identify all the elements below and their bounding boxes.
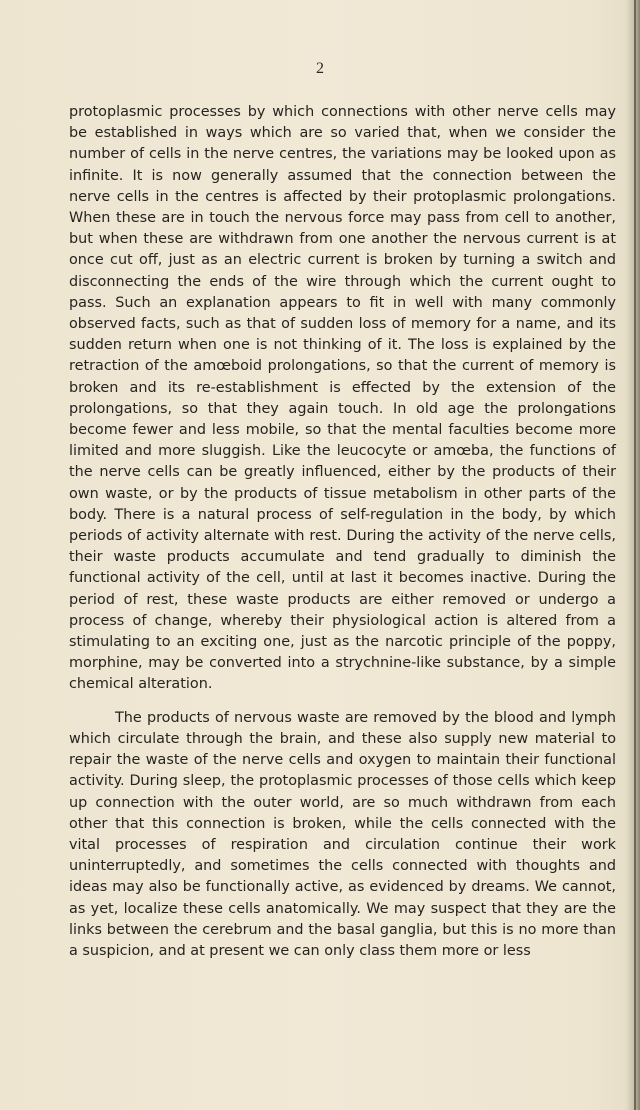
page-number: 2	[316, 60, 324, 77]
paragraph-2: The products of nervous waste are removed by the blood and lymph which circulate through the brain, and these also supply new material to repair the waste of the nerve cells and oxygen to maintain their functional activity. During sleep, the protoplasmic processes of those cells which keep up connection with the outer world, are so much withdrawn from each other that this connection is broken, while the cells connected with the vital processes of respiration and circulation continue their work uninterruptedly, and sometimes the cells connected with thoughts and ideas may also be functionally active, as evidenced by dreams. We cannot, as yet, localize these cells anatomically. We may suspect that they are the links between the cerebrum and the basal ganglia, but this is no more than a suspicion, and at present we can only class them more or less	[69, 709, 616, 959]
paragraph-1: protoplasmic processes by which connections with other nerve cells may be established in ways which are so varied that, when we consider the number of cells in the nerve centres, the variations may be looked upon as infinite. It is now generally assumed that the connection between the nerve cells in the centres is affected by their protoplasmic prolongations. When these are in touch the nervous force may pass from cell to another, but when these are withdrawn from one another the nervous current is at once cut off, just as an electric current is broken by turning a switch and disconnecting the ends of the wire through which the current ought to pass. Such an explanation appears to fit in well with many commonly observed facts, such as that of sudden loss of memory for a name, and its sudden return when one is not thinking of it. The loss is explained by the retraction of the amœboid prolongations, so that the current of memory is broken and its re-establishment is effected by the extension of the prolongations, so that they again touch. In old age the prolongations become fewer and less mobile, so that the mental faculties become more limited and more sluggish. Like the leucocyte or amœba, the functions of the nerve cells can be greatly influenced, either by the products of their own waste, or by the products of tissue metabolism in other parts of the body. There is a natural process of self-regulation in the body, by which periods of activity alternate with rest. During the activity of the nerve cells, their waste products accumulate and tend gradually to diminish the functional activity of the cell, until at last it becomes inactive. During the period of rest, these waste products are either removed or undergo a process of change, whereby their physiological action is altered from a stimulating to an exciting one, just as the narcotic principle of the poppy, morphine, may be converted into a strychnine-like substance, by a simple chemical alteration.	[69, 104, 616, 693]
page-edge-line	[634, 0, 636, 1110]
page-edge-shadow	[626, 0, 640, 1110]
body-text	[69, 102, 616, 962]
